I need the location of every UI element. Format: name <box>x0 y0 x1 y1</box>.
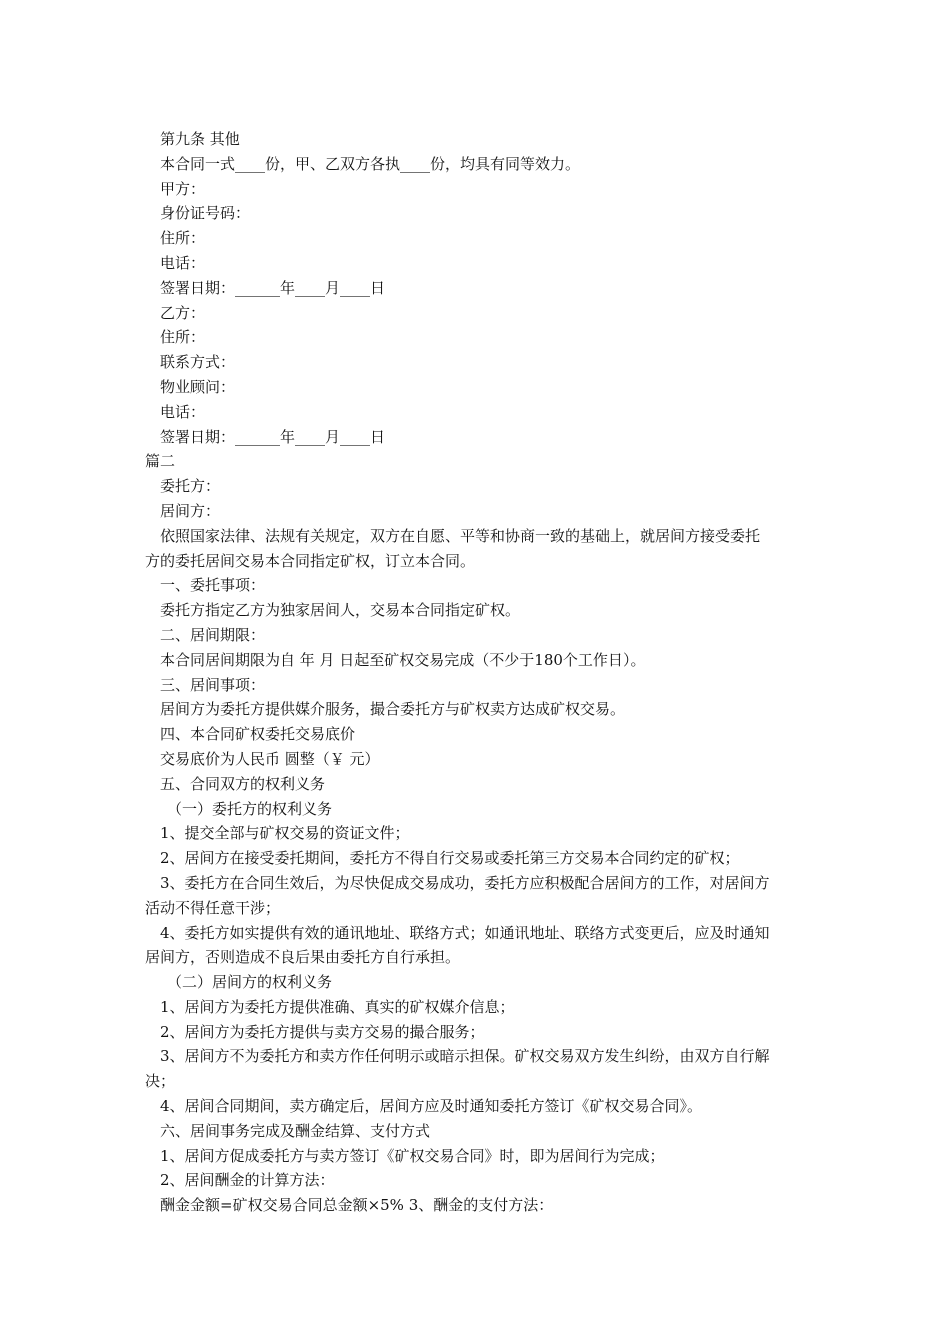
text-line: 居间方为委托方提供媒介服务，撮合委托方与矿权卖方达成矿权交易。 <box>160 700 626 719</box>
text-line: 四、本合同矿权委托交易底价 <box>160 725 356 744</box>
text-line: 委托方： <box>160 477 221 496</box>
text-line: 委托方指定乙方为独家居间人，交易本合同指定矿权。 <box>160 601 521 620</box>
text-line: 甲方： <box>160 179 206 198</box>
text-line: 1、居间方为委托方提供准确、真实的矿权媒介信息； <box>160 997 515 1016</box>
text-line: 六、居间事务完成及酬金结算、支付方式 <box>160 1121 431 1140</box>
text-line: （二）居间方的权利义务 <box>167 973 333 992</box>
text-line: 乙方： <box>160 303 206 322</box>
text-line: 物业顾问： <box>160 377 236 396</box>
text-line: 二、居间期限： <box>160 625 266 644</box>
text-line: 3、居间方不为委托方和卖方作任何明示或暗示担保。矿权交易双方发生纠纷，由双方自行解 <box>160 1047 770 1066</box>
text-line: 五、合同双方的权利义务 <box>160 774 326 793</box>
text-line: 4、居间合同期间，卖方确定后，居间方应及时通知委托方签订《矿权交易合同》。 <box>160 1097 703 1116</box>
text-line: 2、居间方在接受委托期间，委托方不得自行交易或委托第三方交易本合同约定的矿权； <box>160 849 740 868</box>
text-line: 住所： <box>160 328 206 347</box>
text-line: 决； <box>145 1072 176 1091</box>
text-line: 联系方式： <box>160 353 236 372</box>
text-line: 电话： <box>160 402 206 421</box>
text-line: 本合同居间期限为自 年 月 日起至矿权交易完成（不少于180个工作日）。 <box>160 650 646 669</box>
text-line: 1、提交全部与矿权交易的资证文件； <box>160 824 410 843</box>
text-line: 签署日期：______年____月____日 <box>160 427 386 446</box>
text-line: 4、委托方如实提供有效的通讯地址、联络方式；如通讯地址、联络方式变更后，应及时通知 <box>160 923 770 942</box>
text-line: 身份证号码： <box>160 204 251 223</box>
text-line: 居间方： <box>160 501 221 520</box>
text-line: 2、居间酬金的计算方法： <box>160 1171 335 1190</box>
text-line: 签署日期：______年____月____日 <box>160 278 386 297</box>
text-line: 酬金金额=矿权交易合同总金额×5% 3、酬金的支付方法： <box>160 1196 554 1215</box>
text-line: 2、居间方为委托方提供与卖方交易的撮合服务； <box>160 1022 485 1041</box>
text-line: （一）委托方的权利义务 <box>167 799 333 818</box>
text-line: 1、居间方促成委托方与卖方签订《矿权交易合同》时，即为居间行为完成； <box>160 1146 665 1165</box>
text-line: 篇二 <box>145 452 176 471</box>
text-line: 交易底价为人民币 圆整（￥ 元） <box>160 749 380 768</box>
contract-text <box>145 127 810 1218</box>
text-line: 电话： <box>160 253 206 272</box>
text-line: 第九条 其他 <box>160 130 240 148</box>
text-line: 3、委托方在合同生效后，为尽快促成交易成功，委托方应积极配合居间方的工作，对居间方 <box>160 873 770 892</box>
text-line: 住所： <box>160 229 206 248</box>
text-line: 一、委托事项： <box>160 576 266 595</box>
text-line: 居间方，否则造成不良后果由委托方自行承担。 <box>145 948 461 967</box>
text-line: 三、居间事项： <box>160 675 266 694</box>
text-line: 依照国家法律、法规有关规定，双方在自愿、平等和协商一致的基础上，就居间方接受委托 <box>160 526 761 545</box>
text-line: 活动不得任意干涉； <box>145 898 281 917</box>
text-line: 方的委托居间交易本合同指定矿权，订立本合同。 <box>145 551 476 570</box>
text-line: 本合同一式____份，甲、乙双方各执____份，均具有同等效力。 <box>160 154 581 173</box>
